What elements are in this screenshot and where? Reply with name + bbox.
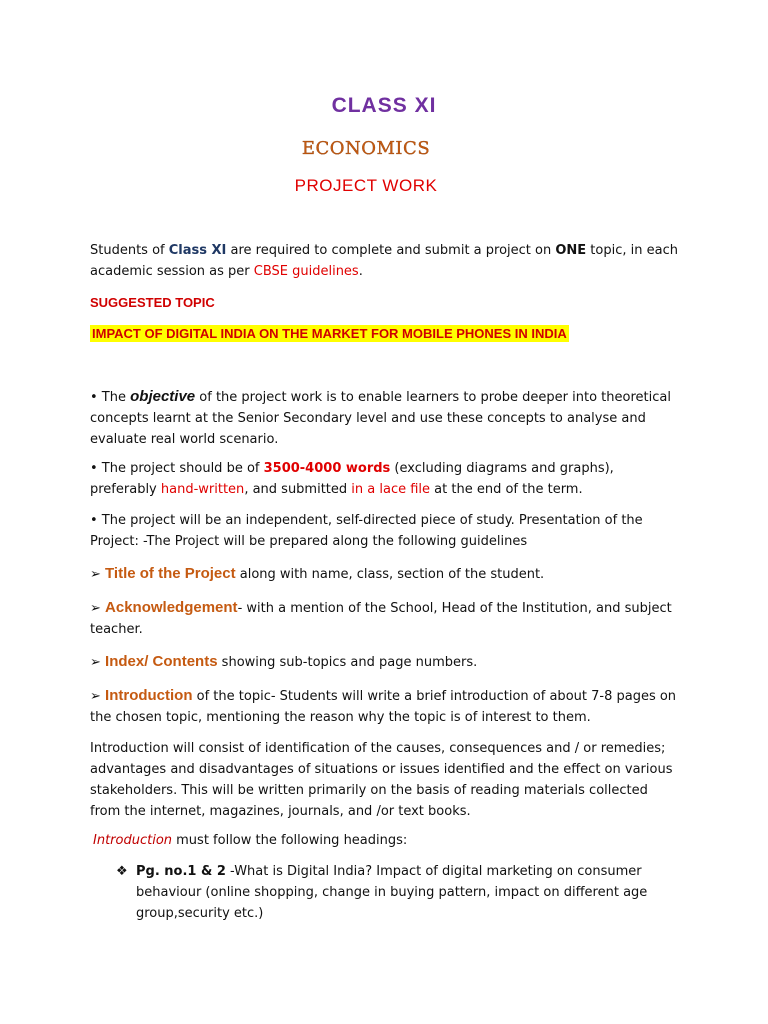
class-xi-highlight: Class XI	[168, 243, 227, 258]
word-count-paragraph: • The project should be of 3500-4000 words (excluding diagrams and graphs), preferably hand-written, and submitted in a lace file at the end of the term.	[90, 461, 614, 497]
intro-paragraph: Students of Class XI are required to complete and submit a project on ONE topic, in each academic session as per CBSE guidelines.	[90, 243, 678, 279]
guideline-index: ➢ Index/ Contents showing sub-topics and page numbers.	[90, 653, 478, 670]
one-highlight: ONE	[555, 243, 587, 258]
pg-list-item: ❖ Pg. no.1 & 2 -What is Digital India? Impact of digital marketing on consumer behaviour (online shopping, change in buying pattern, impact on different age group,security etc.)	[116, 861, 676, 924]
hand-written-highlight: hand-written	[160, 482, 245, 497]
pg-label: Pg. no.1 & 2	[136, 864, 226, 879]
suggested-topic	[90, 323, 680, 345]
guideline-introduction: ➢ Introduction of the topic- Students will write a brief introduction of about 7-8 pages on the chosen topic, mentioning the reason why the topic is of interest to them.	[90, 687, 677, 725]
introduction-details-paragraph: Introduction will consist of identification of the causes, consequences and / or remedies; advantages and disadvantages of situations or issues identified and the effect on various stakeholders. This will be written primarily on the basis of reading materials collected from the internet, magazines, journals, and /or text books.	[90, 741, 673, 819]
subject-title: ECONOMICS	[301, 138, 431, 159]
project-work-title: PROJECT WORK	[294, 176, 438, 195]
objective-word: objective	[130, 388, 196, 405]
arrow-icon: ➢	[90, 601, 106, 616]
introduction-headings-note: Introduction must follow the following headings:	[93, 833, 408, 848]
topic-highlight: IMPACT OF DIGITAL INDIA ON THE MARKET FOR MOBILE PHONES IN INDIA	[92, 326, 567, 341]
introduction-word: Introduction	[93, 833, 173, 848]
suggested-topic-label: SUGGESTED TOPIC	[90, 295, 215, 310]
guideline-acknowledgement: ➢ Acknowledgement- with a mention of the School, Head of the Institution, and subject teacher.	[90, 599, 672, 637]
class-title: CLASS XI	[331, 94, 437, 117]
word-count-highlight: 3500-4000 words	[263, 461, 391, 476]
arrow-icon: ➢	[90, 567, 106, 582]
guideline-heading: Introduction	[105, 687, 193, 704]
arrow-icon: ➢	[90, 689, 106, 704]
guideline-title: ➢ Title of the Project along with name, class, section of the student.	[90, 565, 545, 582]
diamond-bullet-icon: ❖	[116, 864, 128, 879]
arrow-icon: ➢	[90, 655, 106, 670]
cbse-guidelines-highlight: CBSE guidelines	[253, 264, 359, 279]
lace-file-highlight: in a lace file	[351, 482, 431, 497]
guideline-heading: Title of the Project	[105, 565, 236, 582]
objective-paragraph: • The objective of the project work is to enable learners to probe deeper into theoretical concepts learnt at the Senior Secondary level and use these concepts to analyse and evaluate real world scenario.	[90, 388, 671, 447]
independent-study-paragraph: • The project will be an independent, self-directed piece of study. Presentation of the Project: -The Project will be prepared along the following guidelines	[90, 513, 643, 549]
guideline-heading: Acknowledgement	[105, 599, 238, 616]
guideline-heading: Index/ Contents	[105, 653, 218, 670]
